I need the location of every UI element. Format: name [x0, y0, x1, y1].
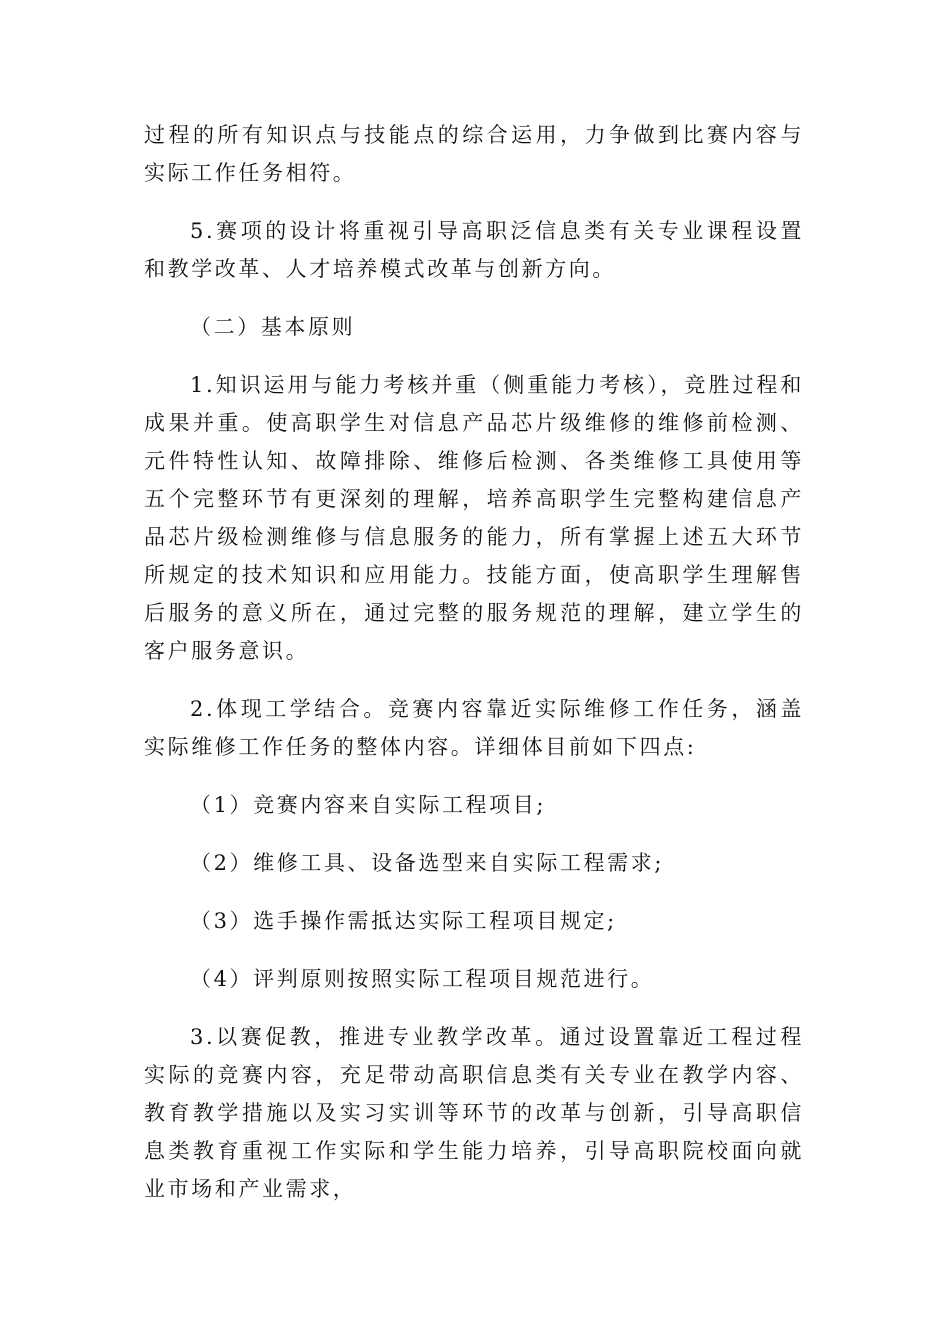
paragraph-principle-2: 2.体现工学结合。竞赛内容靠近实际维修工作任务，涵盖实际维修工作任务的整体内容。详细体目前如下四点: — [144, 697, 804, 759]
paragraph-principle-1: 1.知识运用与能力考核并重（侧重能力考核），竞胜过程和成果并重。使高职学生对信息产品芯片级维修的维修前检测、元件特性认知、故障排除、维修后检测、各类维修工具使用等五个完整环节有更深刻的理解，培养高职学生完整构建信息产品芯片级检测维修与信息服务的能力，所有掌握上述五大环节所规定的技术知识和应用能力。技能方面，使高职学生理解售后服务的意义所在，通过完整的服务规范的理解，建立学生的客户服务意识。 — [144, 373, 804, 663]
paragraph-item-5: 5.赛项的设计将重视引导高职泛信息类有关专业课程设置和教学改革、人才培养模式改革与创新方向。 — [144, 219, 804, 281]
paragraph-continuation: 过程的所有知识点与技能点的综合运用，力争做到比赛内容与实际工作任务相符。 — [144, 123, 804, 185]
section-heading-basic-principles: （二）基本原则 — [190, 315, 356, 339]
list-item-3: （3）选手操作需抵达实际工程项目规定; — [190, 909, 617, 933]
list-item-1: （1）竞赛内容来自实际工程项目; — [190, 793, 547, 817]
document-body — [144, 116, 804, 1228]
paragraph-principle-3: 3.以赛促教，推进专业教学改革。通过设置靠近工程过程实际的竞赛内容，充足带动高职信息类有关专业在教学内容、教育教学措施以及实习实训等环节的改革与创新，引导高职信息类教育重视工作实际和学生能力培养，引导高职院校面向就业市场和产业需求， — [144, 1025, 804, 1201]
list-item-4: （4）评判原则按照实际工程项目规范进行。 — [190, 967, 655, 991]
list-item-2: （2）维修工具、设备选型来自实际工程需求; — [190, 851, 665, 875]
